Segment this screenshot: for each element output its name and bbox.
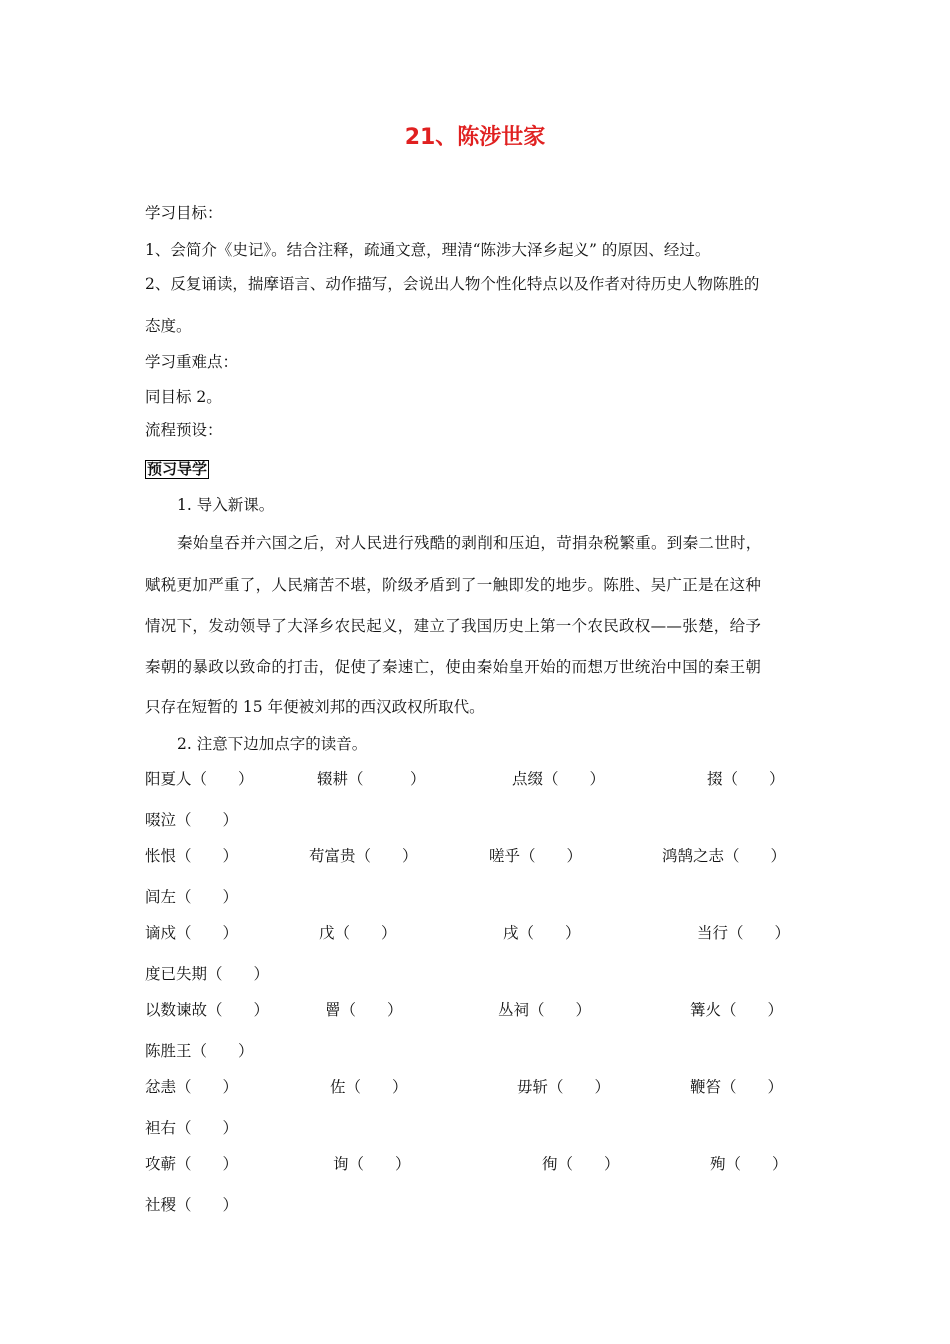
vocab-item: 以数谏故（ ） <box>145 1001 270 1019</box>
section-heading-box <box>145 459 209 479</box>
vocab-item: 怅恨（ ） <box>145 847 239 865</box>
vocab-item: 度已失期（ ） <box>145 965 270 983</box>
vocab-item: 毋斩（ ） <box>517 1078 611 1096</box>
vocab-item: 鞭笞（ ） <box>690 1078 784 1096</box>
vocab-item: 嗟乎（ ） <box>489 847 583 865</box>
vocab-item: 当行（ ） <box>697 924 791 942</box>
vocab-item: 佐（ ） <box>330 1078 408 1096</box>
difficulty-label: 学习重难点： <box>145 353 239 371</box>
vocab-item: 谪戍（ ） <box>145 924 239 942</box>
process-label: 流程预设： <box>145 421 223 439</box>
vocab-item: 点缀（ ） <box>512 770 606 788</box>
vocab-item: 辍耕（ ） <box>317 770 426 788</box>
vocab-item: 陈胜王（ ） <box>145 1042 254 1060</box>
intro-line-2: 赋税更加严重了，人民痛苦不堪，阶级矛盾到了一触即发的地步。陈胜、吴广正是在这种 <box>145 576 762 594</box>
difficulty-text: 同目标 2。 <box>145 388 222 406</box>
vocab-item: 社稷（ ） <box>145 1196 239 1214</box>
vocab-item: 罾（ ） <box>325 1001 403 1019</box>
vocab-item: 丛祠（ ） <box>498 1001 592 1019</box>
vocab-item: 阳夏人（ ） <box>145 770 254 788</box>
intro-line-3: 情况下，发动领导了大泽乡农民起义，建立了我国历史上第一个农民政权——张楚，给予 <box>145 617 762 635</box>
vocab-item: 攻蕲（ ） <box>145 1155 239 1173</box>
intro-line-5: 只存在短暂的 15 年便被刘邦的西汉政权所取代。 <box>145 698 485 716</box>
vocab-item: 苟富贵（ ） <box>309 847 418 865</box>
vocab-item: 掇（ ） <box>707 770 785 788</box>
intro-line-1: 秦始皇吞并六国之后，对人民进行残酷的剥削和压迫，苛捐杂税繁重。到秦二世时， <box>177 534 762 552</box>
vocab-item: 戌（ ） <box>503 924 581 942</box>
intro-line-4: 秦朝的暴政以致命的打击，促使了秦速亡，使由秦始皇开始的而想万世统治中国的秦王朝 <box>145 658 762 676</box>
vocab-item: 忿恚（ ） <box>145 1078 239 1096</box>
objective-2-line-2: 态度。 <box>145 317 192 335</box>
vocab-item: 徇（ ） <box>542 1155 620 1173</box>
section-heading: 预习导学 <box>147 460 208 478</box>
objective-2-line-1: 2、反复诵读，揣摩语言、动作描写，会说出人物个性化特点以及作者对待历史人物陈胜的 <box>145 275 760 293</box>
vocab-item: 殉（ ） <box>710 1155 788 1173</box>
step-1: 1. 导入新课。 <box>177 496 275 514</box>
document-title: 21、陈涉世家 <box>404 125 546 150</box>
objective-1: 1、会简介《史记》。结合注释，疏通文意，理清“陈涉大泽乡起义” 的原因、经过。 <box>145 241 711 259</box>
vocab-item: 篝火（ ） <box>690 1001 784 1019</box>
vocab-item: 询（ ） <box>333 1155 411 1173</box>
objectives-label: 学习目标： <box>145 204 223 222</box>
vocab-item: 啜泣（ ） <box>145 811 239 829</box>
vocab-item: 袒右（ ） <box>145 1119 239 1137</box>
vocab-item: 戊（ ） <box>319 924 397 942</box>
vocab-item: 闾左（ ） <box>145 888 239 906</box>
step-2: 2. 注意下边加点字的读音。 <box>177 735 368 753</box>
vocab-item: 鸿鹄之志（ ） <box>662 847 787 865</box>
